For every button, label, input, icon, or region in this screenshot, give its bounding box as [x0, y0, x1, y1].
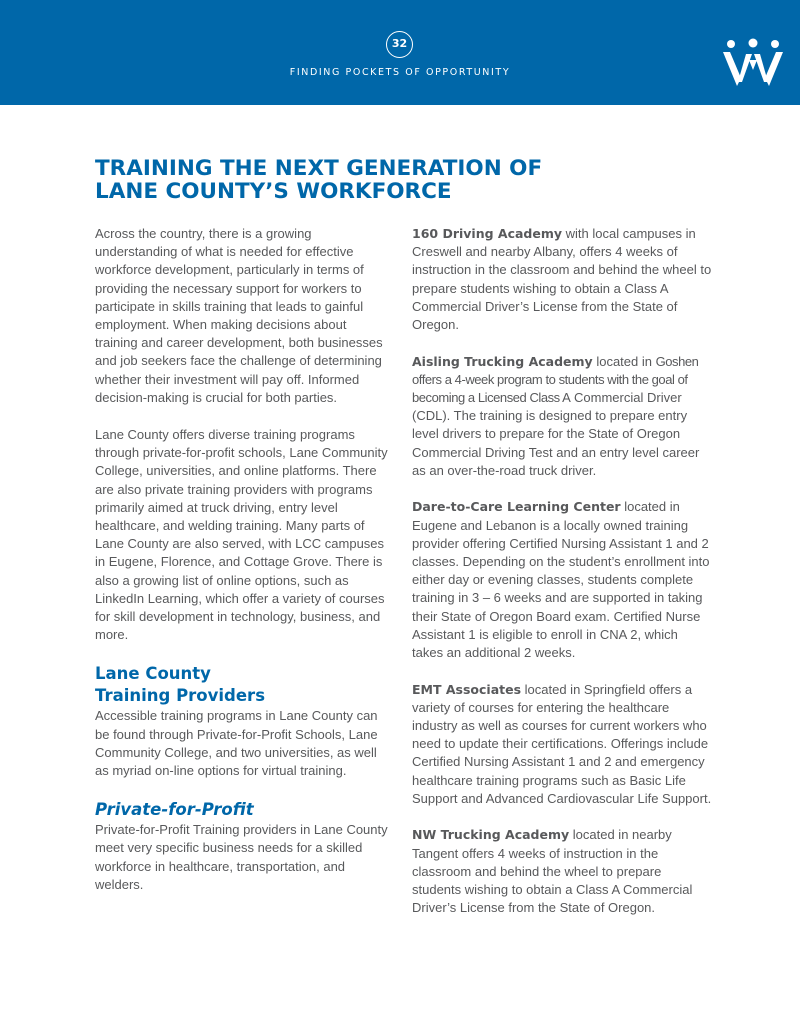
overview-paragraph: Lane County offers diverse training programs through private-for-profit schools, Lane Community College, universities, and online platforms. There are also private training providers with programs primarily aimed at truck driving, entry level healthcare, and welding training. Many parts of Lane County are also served, with LCC campuses in Eugene, Florence, and Cottage Grove. There is also a growing list of online options, such as LinkedIn Learning, which offer a variety of courses for skill development in technology, business, and more. — [95, 427, 388, 643]
provider-name: Dare-to-Care Learning Center — [412, 499, 621, 515]
page-header — [0, 0, 800, 105]
training-providers-heading-line-1: Lane County — [95, 664, 211, 684]
page-number-badge: 32 — [386, 31, 413, 58]
provider-description: Goshen offers a 4-week program to students with the goal of becoming a Licensed Class A — [412, 353, 699, 406]
page-title — [95, 157, 715, 203]
provider-dare-to-care-learning-center — [412, 498, 712, 662]
right-column — [412, 225, 712, 936]
training-providers-heading-line-2: Training Providers — [95, 686, 266, 706]
provider-description: located in Eugene and Lebanon is a locally owned training provider offering Certified Nursing Assistant 1 and 2 classes. Depending on the student’s enrollment into either day or evening classes, students complete training in 3 – 6 weeks and are supported in taking their State of Oregon Board exam. Certified Nurse Assistant 1 is eligible to enroll in CNA 2, which takes an additional 2 weeks. — [412, 499, 710, 661]
training-providers-heading — [95, 663, 390, 707]
header-title: FINDING POCKETS OF OPPORTUNITY — [289, 67, 511, 78]
provider-name: EMT Associates — [412, 681, 522, 697]
provider-aisling-trucking-academy — [412, 353, 712, 480]
provider-description: located in nearby Tangent offers 4 weeks of instruction in the classroom and behind the wheel to prepare students wishing to obtain a Class A Commercial Driver’s License from the State of Oregon. — [412, 827, 693, 916]
private-for-profit-heading: Private-for-Profit — [95, 800, 254, 820]
provider-description: with local campuses in Creswell and nearby Albany, offers 4 weeks of instruction in the classroom and behind the wheel to prepare students wishing to obtain a Class A Commercial Driver’s License from the State of Oregon. — [412, 226, 712, 333]
provider-name: Aisling Trucking Academy — [412, 353, 593, 369]
provider-name: NW Trucking Academy — [412, 827, 570, 843]
provider-emt-associates — [412, 681, 712, 808]
provider-description: Commercial Driver (CDL). The training is designed to prepare entry level drivers to prepare for the State of Oregon Commercial Driving Test and an entry level career as an over-the-road truck driver. — [412, 390, 700, 478]
provider-nw-trucking-academy — [412, 826, 712, 917]
left-column — [95, 225, 390, 913]
private-for-profit-paragraph: Private-for-Profit Training providers in Lane County meet very specific business needs for a skilled workforce in healthcare, transportation, and welders. — [95, 822, 388, 892]
page-title-line-2: LANE COUNTY’S WORKFORCE — [95, 179, 452, 204]
provider-name: 160 Driving Academy — [412, 226, 563, 241]
intro-paragraph: Across the country, there is a growing understanding of what is needed for effective workforce development, particularly in terms of providing the necessary support for workers to participate in skills training that leads to gainful employment. When making decisions about training and career development, both businesses and job seekers face the challenge of determining whether their investment will pay off. Informed decision-making is crucial for both parties. — [95, 226, 383, 405]
provider-description: located in — [592, 353, 652, 369]
brand-logo-icon — [721, 38, 785, 88]
provider-160-driving-academy — [412, 225, 712, 334]
provider-description: located in Springfield offers a variety of courses for entering the healthcare industry as well as courses for current workers who need to update their certifications. Offerings include Certified Nursing Assistant 1 and 2 and emergency healthcare training programs such as Basic Life Support and Advanced Cardiovascular Life Support. — [412, 681, 712, 806]
training-providers-paragraph: Accessible training programs in Lane County can be found through Private-for-Profit Schools, Lane Community College, and two universities, as well as myriad on-line options for virtual training. — [95, 708, 378, 779]
page-title-line-1: TRAINING THE NEXT GENERATION OF — [95, 156, 543, 181]
